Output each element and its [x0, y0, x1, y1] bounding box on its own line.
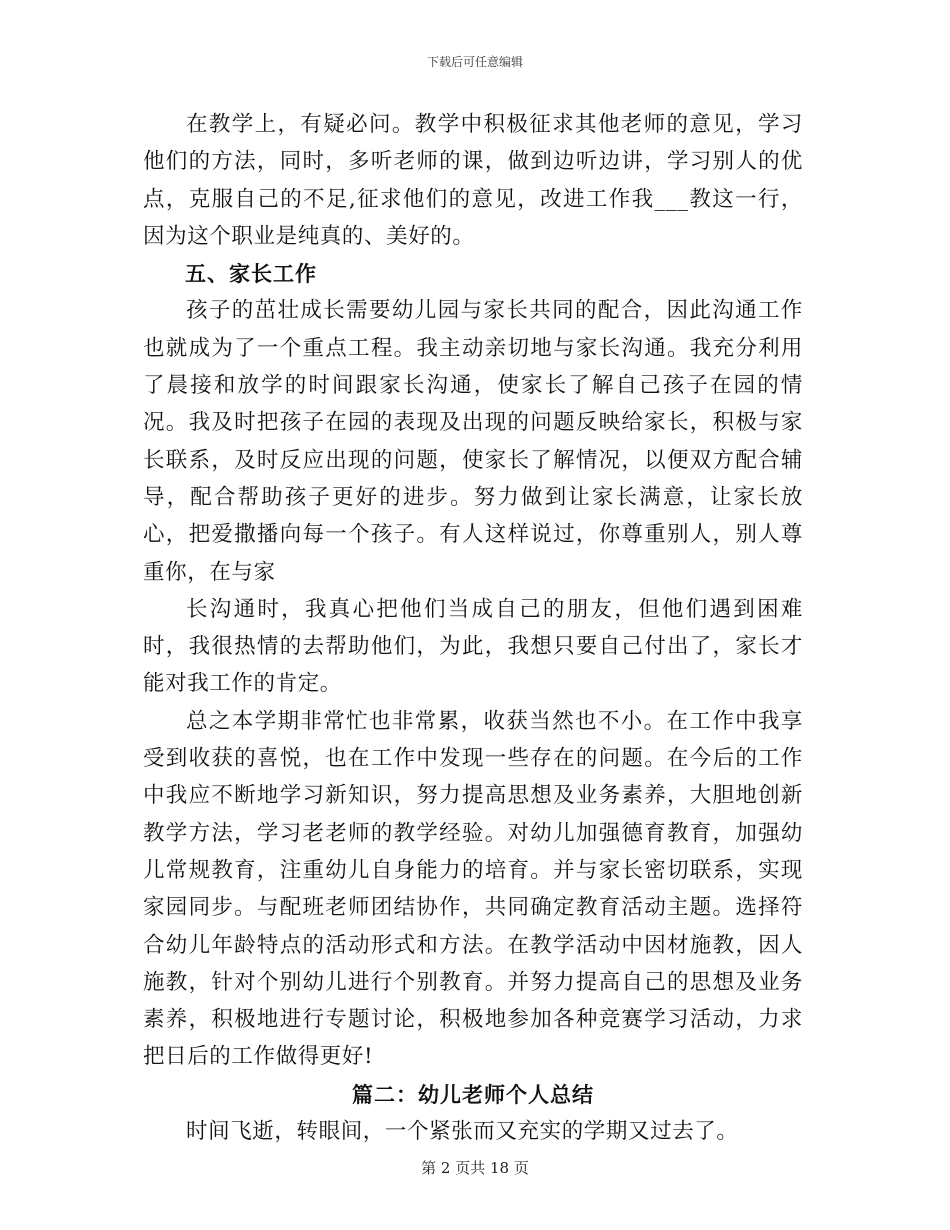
paragraph-parent-friends: 长沟通时，我真心把他们当成自己的朋友，但他们遇到困难时，我很热情的去帮助他们，为此，我想只要自己付出了，家长才能对我工作的肯定。: [143, 596, 803, 697]
paragraph-summary: 总之本学期非常忙也非常累，收获当然也不小。在工作中我享受到收获的喜悦，也在工作中发现一些存在的问题。在今后的工作中我应不断地学习新知识，努力提高思想及业务素养，大胆地创新教学方法，学习老老师的教学经验。对幼儿加强德育教育，加强幼儿常规教育，注重幼儿自身能力的培育。并与家长密切联系，实现家园同步。与配班老师团结协作，共同确定教育活动主题。选择符合幼儿年龄特点的活动形式和方法。在教学活动中因材施教，因人施教，针对个别幼儿进行个别教育。并努力提高自己的思想及业务素养，积极地进行专题讨论，积极地参加各种竞赛学习活动，力求把日后的工作做得更好!: [143, 708, 803, 1070]
page-header: 下载后可任意编辑: [426, 55, 523, 69]
document-body: [143, 106, 803, 1150]
paragraph-intro: 时间飞逝，转眼间，一个紧张而又充实的学期又过去了。: [186, 1119, 739, 1145]
section-heading-parent-work: 五、家长工作: [185, 261, 317, 287]
paragraph-teaching: 在教学上，有疑必问。教学中积极征求其他老师的意见，学习他们的方法，同时，多听老师的课，做到边听边讲，学习别人的优点，克服自己的不足,征求他们的意见，改进工作我___教这一行，因为这个职业是纯真的、美好的。: [143, 112, 803, 249]
paragraph-parent-communication: 孩子的茁壮成长需要幼儿园与家长共同的配合，因此沟通工作也就成为了一个重点工程。我主动亲切地与家长沟通。我充分利用了晨接和放学的时间跟家长沟通，使家长了解自己孩子在园的情况。我及时把孩子在园的表现及出现的问题反映给家长，积极与家长联系，及时反应出现的问题，使家长了解情况，以便双方配合辅导，配合帮助孩子更好的进步。努力做到让家长满意，让家长放心，把爱撒播向每一个孩子。有人这样说过，你尊重别人，别人尊重你，在与家: [143, 298, 803, 585]
page-footer: 第 2 页共 18 页: [421, 1159, 529, 1177]
article-title: 篇二：幼儿老师个人总结: [352, 1081, 594, 1107]
